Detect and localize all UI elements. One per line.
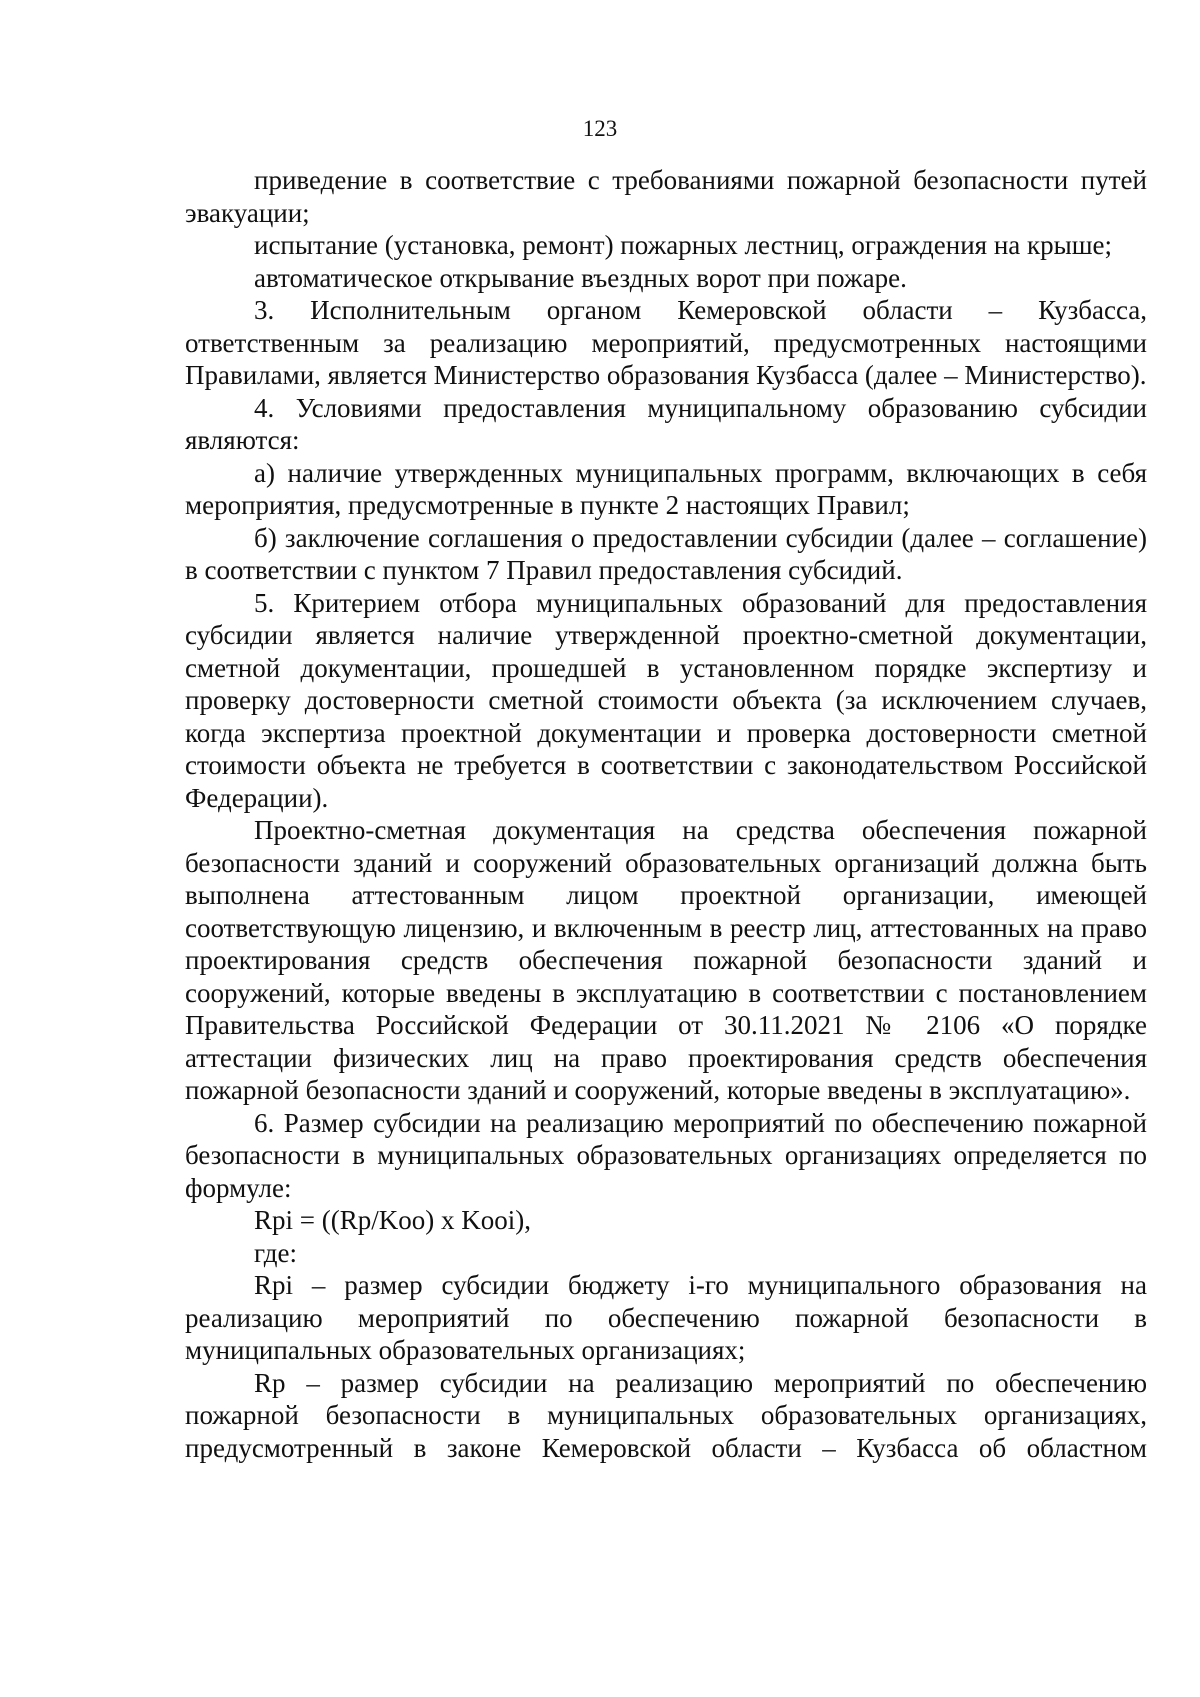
paragraph: где: [254,1237,297,1268]
paragraph: 5. Критерием отбора муниципальных образований для предоставления субсидии является наличие утвержденной проектно-сметной документации, сметной документации, прошедшей в установленном порядке экспертизу и проверку достоверности сметной стоимости объекта (за исключением случаев, когда экспертиза проектной документации и проверка достоверности сметной стоимости объекта не требуется в соответствии с законодательством Российской Федерации). [185,587,1147,813]
paragraph: а) наличие утвержденных муниципальных программ, включающих в себя мероприятия, предусмотренные в пункте 2 настоящих Правил; [185,457,1147,520]
paragraph: приведение в соответствие с требованиями пожарной безопасности путей эвакуации; [185,165,1147,228]
paragraph: 6. Размер субсидии на реализацию мероприятий по обеспечению пожарной безопасности в муниципальных образовательных организациях определяется по формуле: [185,1107,1147,1203]
paragraph: автоматическое открывание въездных ворот при пожаре. [254,262,907,293]
paragraph: Проектно-сметная документация на средства обеспечения пожарной безопасности зданий и сооружений образовательных организаций должна быть выполнена аттестованным лицом проектной организации, имеющей соответствующую лицензию, и включенным в реестр лиц, аттестованных на право проектирования средств обеспечения пожарной безопасности зданий и сооружений, которые введены в эксплуатацию в соответствии с постановлением Правительства Российской Федерации от 30.11.2021 № 2106 «О порядке аттестации физических лиц на право проектирования средств обеспечения пожарной безопасности зданий и сооружений, которые введены в эксплуатацию». [185,815,1147,1105]
formula: Rpi = ((Rp/Koo) x Kooi), [254,1205,531,1235]
paragraph: Rpi – размер субсидии бюджету i-го муниципального образования на реализацию мероприятий по обеспечению пожарной безопасности в муниципальных образовательных организациях; [185,1270,1147,1365]
paragraph: 4. Условиями предоставления муниципальному образованию субсидии являются: [185,392,1147,455]
page-number: 123 [582,116,618,141]
body-text [185,164,1147,1464]
paragraph: испытание (установка, ремонт) пожарных лестниц, ограждения на крыше; [254,230,1113,260]
paragraph: б) заключение соглашения о предоставлении субсидии (далее – соглашение) в соответствии с пунктом 7 Правил предоставления субсидий. [185,522,1147,585]
paragraph: 3. Исполнительным органом Кемеровской области – Кузбасса, ответственным за реализацию мероприятий, предусмотренных настоящими Правилами, является Министерство образования Кузбасса (далее – Министерство). [185,295,1147,390]
paragraph: Rp – размер субсидии на реализацию мероприятий по обеспечению пожарной безопасности в муниципальных образовательных организациях, предусмотренный в законе Кемеровской области – Кузбасса об областном [185,1367,1147,1463]
